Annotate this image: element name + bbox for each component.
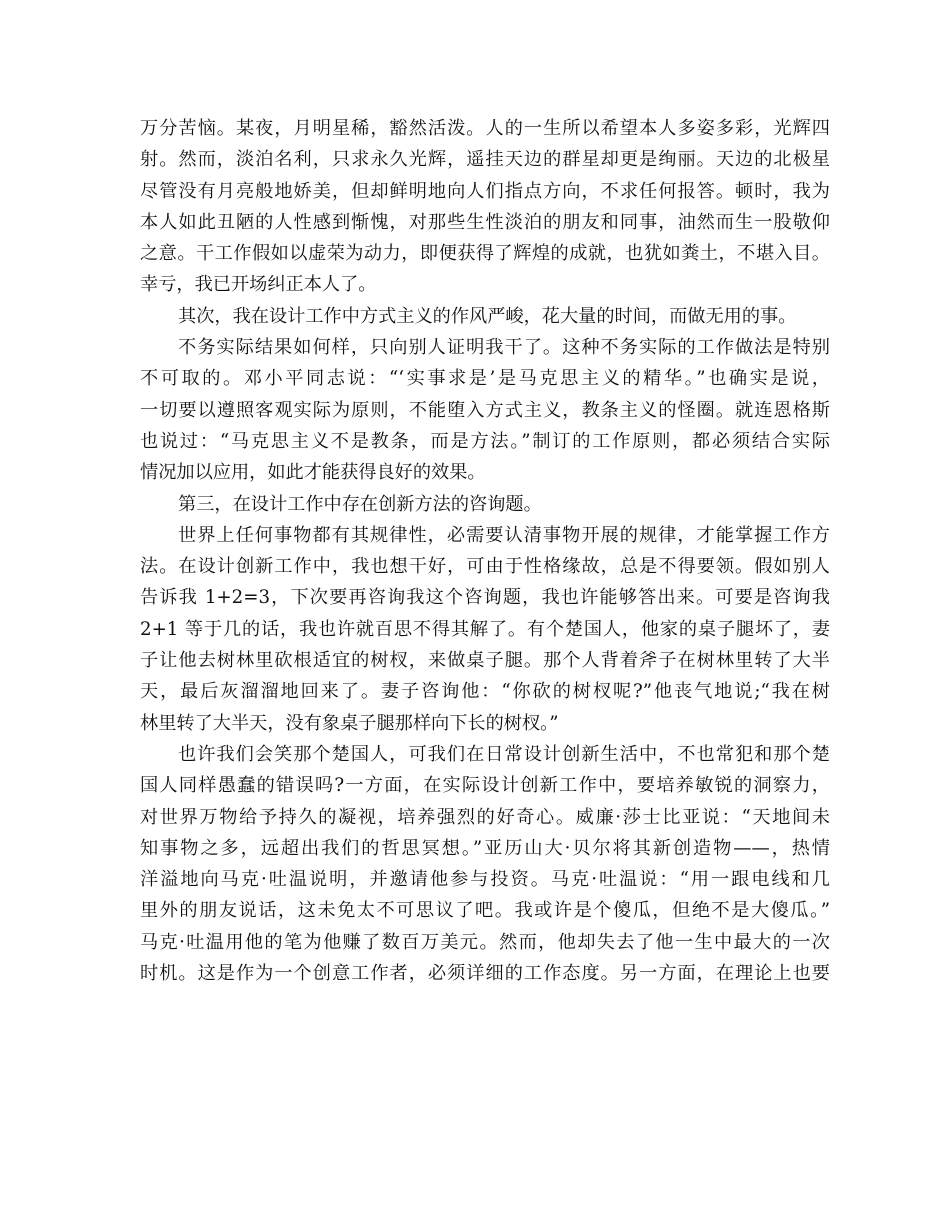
text-line: 国人同样愚蠢的错误吗?一方面，在实际设计创新工作中，要培养敏锐的洞察力， — [140, 775, 830, 797]
text-line: 对世界万物给予持久的凝视，培养强烈的好奇心。威廉·莎士比亚说：“天地间未 — [140, 806, 830, 828]
text-line: 马克·吐温用他的笔为他赚了数百万美元。然而，他却失去了他一生中最大的一次 — [140, 931, 830, 953]
text-line: 2+1 等于几的话，我也许就百思不得其解了。有个楚国人，他家的桌子腿坏了，妻 — [140, 618, 830, 640]
text-line: 也许我们会笑那个楚国人，可我们在日常设计创新生活中，不也常犯和那个楚 — [178, 743, 830, 765]
text-line: 也说过：“马克思主义不是教条，而是方法。”制订的工作原则，都必须结合实际 — [140, 430, 830, 452]
text-line: 不可取的。邓小平同志说：“‘实事求是’是马克思主义的精华。”也确实是说， — [140, 368, 830, 390]
text-line: 林里转了大半天，没有象桌子腿那样向下长的树杈。” — [140, 712, 559, 734]
text-line: 里外的朋友说话，这未免太不可思议了吧。我或许是个傻瓜，但绝不是大傻瓜。” — [140, 900, 830, 922]
text-line: 一切要以遵照客观实际为原则，不能堕入方式主义，教条主义的怪圈。就连恩格斯 — [140, 399, 830, 421]
text-line: 子让他去树林里砍根适宜的树杈，来做桌子腿。那个人背着斧子在树林里转了大半 — [140, 650, 830, 672]
text-line: 告诉我 1+2=3，下次要再咨询我这个咨询题，我也许能够答出来。可要是咨询我 — [140, 587, 830, 609]
text-line: 幸亏，我已开场纠正本人了。 — [140, 274, 377, 296]
text-line: 射。然而，淡泊名利，只求永久光辉，遥挂天边的群星却更是绚丽。天边的北极星 — [140, 149, 830, 171]
text-line: 之意。干工作假如以虚荣为动力，即便获得了辉煌的成就，也犹如粪土，不堪入目。 — [140, 243, 830, 265]
text-line: 法。在设计创新工作中，我也想干好，可由于性格缘故，总是不得要领。假如别人 — [140, 556, 830, 578]
text-line: 天，最后灰溜溜地回来了。妻子咨询他：“你砍的树杈呢?”他丧气地说;“我在树 — [140, 681, 830, 703]
text-line: 知事物之多，远超出我们的哲思冥想。”亚历山大·贝尔将其新创造物——，热情 — [140, 837, 830, 859]
text-line: 万分苦恼。某夜，月明星稀，豁然活泼。人的一生所以希望本人多姿多彩，光辉四 — [140, 118, 830, 139]
text-line: 时机。这是作为一个创意工作者，必须详细的工作态度。另一方面，在理论上也要 — [140, 963, 830, 985]
text-line: 不务实际结果如何样，只向别人证明我干了。这种不务实际的工作做法是特别 — [178, 337, 830, 359]
text-line: 尽管没有月亮般地娇美，但却鲜明地向人们指点方向，不求任何报答。顿时，我为 — [140, 180, 830, 202]
text-line: 其次，我在设计工作中方式主义的作风严峻，花大量的时间，而做无用的事。 — [178, 305, 797, 327]
text-line: 本人如此丑陋的人性感到惭愧，对那些生性淡泊的朋友和同事，油然而生一股敬仰 — [140, 211, 830, 233]
text-line: 洋溢地向马克·吐温说明，并邀请他参与投资。马克·吐温说：“用一跟电线和几 — [140, 869, 830, 891]
text-line: 第三，在设计工作中存在创新方法的咨询题。 — [178, 493, 542, 515]
text-line: 情况加以应用，如此才能获得良好的效果。 — [140, 462, 486, 484]
document-body — [140, 113, 830, 989]
text-line: 世界上任何事物都有其规律性，必需要认清事物开展的规律，才能掌握工作方 — [178, 524, 830, 546]
